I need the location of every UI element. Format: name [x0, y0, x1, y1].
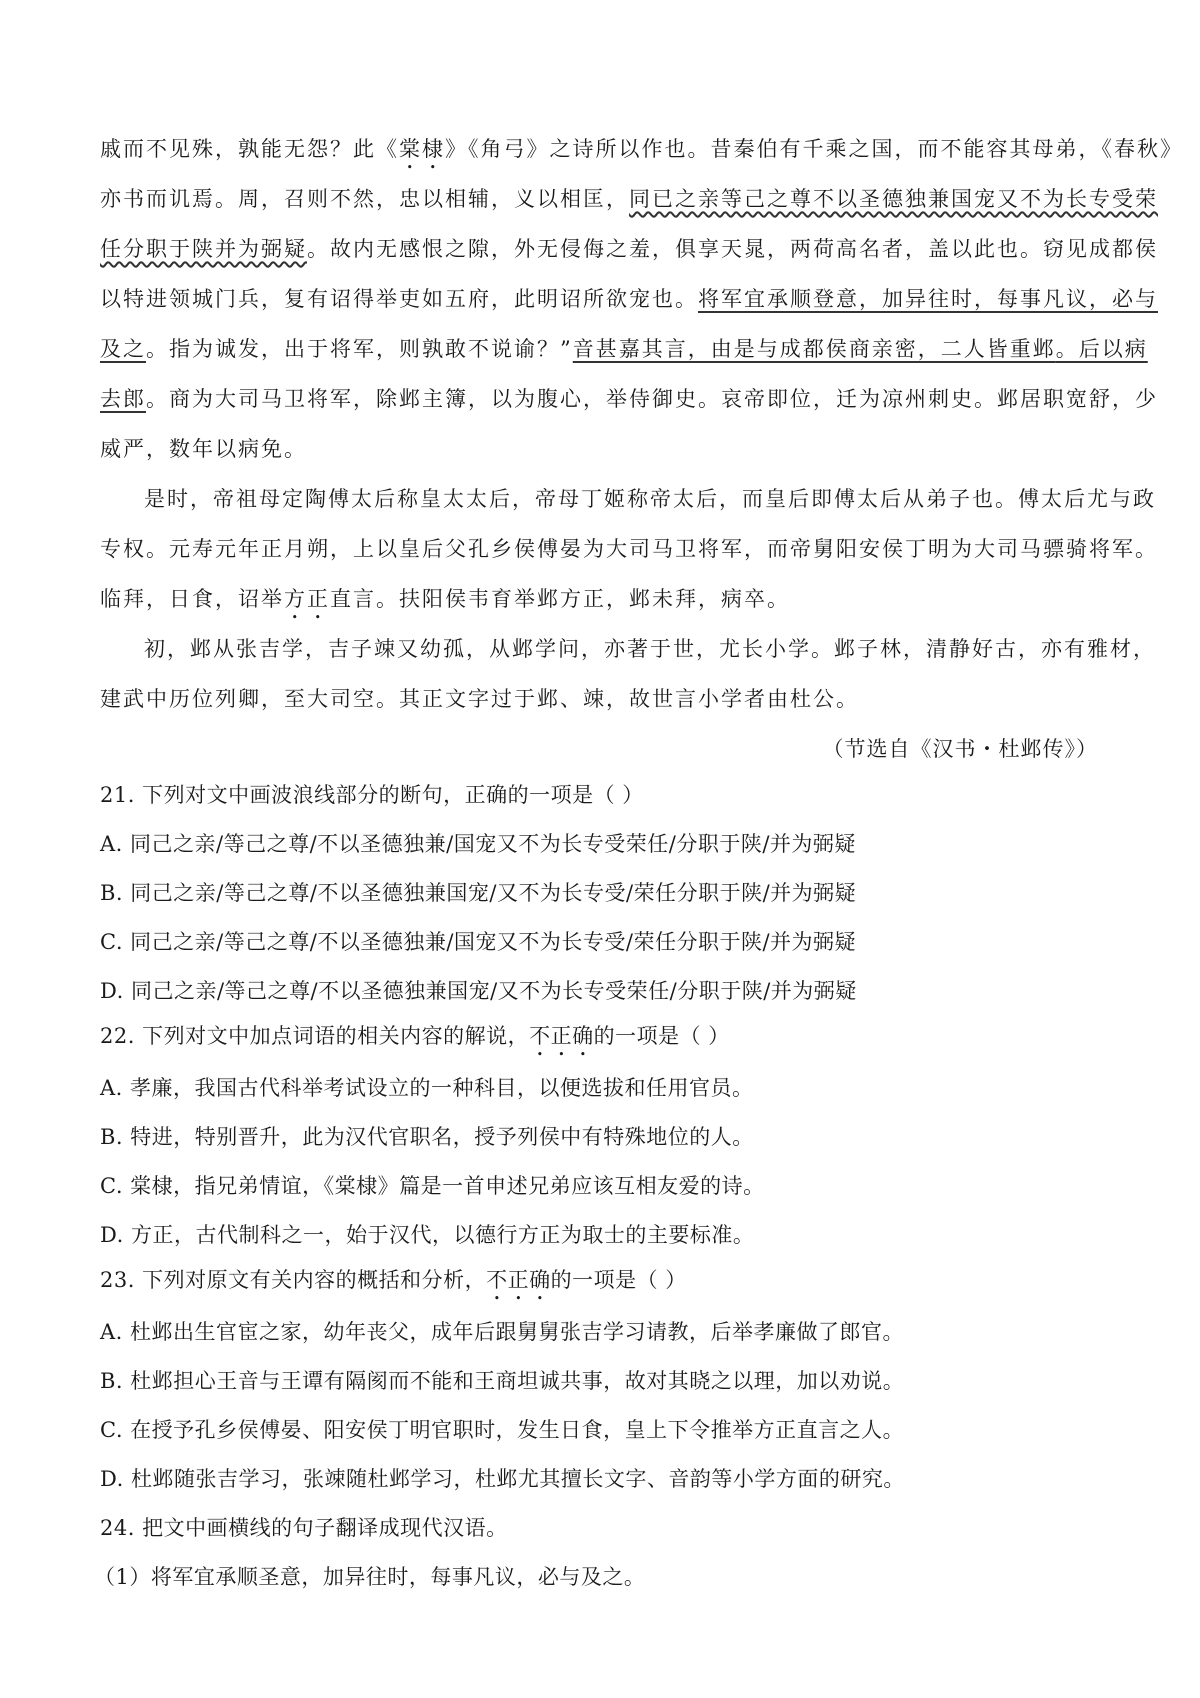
text: 。指为诚发，出于将军，则孰敢不说谕？”	[146, 337, 573, 361]
question-stem: 21. 下列对文中画波浪线部分的断句，正确的一项是（ ）	[100, 783, 644, 807]
text: 建武中历位列卿，至大司空。其正文字过于邺、竦，故世言小学者由杜公。	[100, 687, 859, 711]
option-c: C. 在授予孔乡侯傅晏、阳安侯丁明官职时，发生日食，皇上下令推举方正直言之人。	[100, 1418, 905, 1442]
text: 领城门兵，复有诏得举吏如五府，此明诏所欲宠也。	[169, 287, 698, 311]
option-a: A. 杜邺出生官宦之家，幼年丧父，成年后跟舅舅张吉学习请教，后举孝廉做了郎官。	[100, 1320, 905, 1344]
passage-line	[100, 534, 1158, 564]
passage-line	[100, 134, 1183, 174]
option-a: A. 孝廉，我国古代科举考试设立的一种科目，以便选拔和任用官员。	[100, 1076, 754, 1100]
option-c: C. 棠棣，指兄弟情谊，《棠棣》篇是一首申述兄弟应该互相友爱的诗。	[100, 1174, 765, 1198]
emphasized-term: 棠棣	[399, 137, 445, 161]
text: 以	[100, 287, 123, 311]
text: 临拜，日食，诏举	[100, 587, 284, 611]
text: 初，邺从张吉学，吉子竦又幼孤，从邺学问，亦著于世，尤长小学。邺子林，清静好古，亦有雅材，	[144, 637, 1156, 661]
emphasized-text: 不正确	[529, 1024, 594, 1048]
question-stem	[100, 1021, 730, 1061]
question-stem: 24. 把文中画横线的句子翻译成现代汉语。	[100, 1516, 508, 1540]
option-b: B. 同己之亲/等己之尊/不以圣德独兼国宠/又不为长专受/荣任分职于陕/并为弼疑	[100, 881, 857, 905]
text: 22. 下列对文中加点词语的相关内容的解说，	[100, 1024, 530, 1048]
passage-line	[100, 334, 1148, 364]
passage-line	[100, 184, 1158, 214]
option-c: C. 同己之亲/等己之尊/不以圣德独兼/国宠又不为长专受/荣任分职于陕/并为弼疑	[100, 930, 857, 954]
underlined-sentence: 去郎	[100, 387, 146, 411]
passage-line	[100, 384, 1158, 414]
underlined-sentence: 音甚嘉其言，由是与成都侯商亲密，二人皆重邺	[572, 337, 1056, 361]
source-citation: （节选自《汉书・杜邺传》）	[822, 737, 1098, 761]
underlined-sentence: 及之	[100, 337, 146, 361]
option-d: D. 方正，古代制科之一，始于汉代，以德行方正为取士的主要标准。	[100, 1223, 755, 1247]
wavy-underlined-text: 同已之亲等己之尊不以圣德独兼国宠又不为长专受荣	[629, 187, 1158, 211]
option-b: B. 特进，特别晋升，此为汉代官职名，授予列侯中有特殊地位的人。	[100, 1125, 754, 1149]
text: 。商为大司马卫将军，除邺主簿，以为腹心，举侍御史。哀帝即位，迁为凉州刺史。邺居职宽舒，少	[146, 387, 1158, 411]
text: 23. 下列对原文有关内容的概括和分析，	[100, 1268, 487, 1292]
passage-line	[144, 484, 1156, 514]
passage-line	[100, 234, 1158, 264]
option-d: D. 杜邺随张吉学习，张竦随杜邺学习，杜邺尤其擅长文字、音韵等小学方面的研究。	[100, 1467, 905, 1491]
text: 的一项是（ ）	[593, 1024, 730, 1048]
passage-line	[100, 684, 859, 714]
option-b: B. 杜邺担心王音与王谭有隔阂而不能和王商坦诚共事，故对其晓之以理，加以劝说。	[100, 1369, 905, 1393]
text: 是时，帝祖母定陶傅太后称皇太太后，帝母丁姬称帝太后，而皇后即傅太后从弟子也。傅太后尤与政	[144, 487, 1156, 511]
text: 特进	[123, 287, 169, 311]
sub-question: （1）将军宜承顺圣意，加异往时，每事凡议，必与及之。	[94, 1565, 646, 1589]
emphasized-text: 不正确	[486, 1268, 551, 1292]
passage-line	[100, 584, 790, 624]
text: 的一项是（ ）	[550, 1268, 687, 1292]
underlined-sentence: 。后以病	[1055, 337, 1148, 361]
text: 。故内无感恨之隙，外无侵侮之羞，俱享天晁，两荷高名者，盖以此也。窃见成都侯	[307, 237, 1158, 261]
underlined-sentence: 将军宜承顺登意，加异往时，每事凡议，必与	[698, 287, 1158, 311]
text: 》《角弓》之诗所以作也。昔秦伯有千乘之国，而不能容其母弟，《春秋》	[445, 137, 1183, 161]
passage-line	[100, 284, 1158, 314]
question-stem	[100, 1265, 687, 1305]
text: 威严，数年以病免。	[100, 437, 307, 461]
text: 专权。元寿元年正月朔，上以皇后父孔乡侯傅晏为大司马卫将军，而帝舅阳安侯丁明为大司马骠骑将军。	[100, 537, 1158, 561]
passage-line	[100, 434, 307, 464]
text: 戚而不见殊，孰能无怨？此《	[100, 137, 399, 161]
option-a: A. 同己之亲/等己之尊/不以圣德独兼/国宠又不为长专受荣任/分职于陕/并为弼疑	[100, 832, 856, 856]
text: 亦书而讥焉。周，召则不然，忠以相辅，义以相匡，	[100, 187, 629, 211]
emphasized-term: 方正	[284, 587, 330, 611]
wavy-underlined-text: 任分职于陕并为弼疑	[100, 237, 307, 261]
passage-line	[144, 634, 1156, 664]
text: 直言。扶阳侯韦育举邺方正，邺未拜，病卒。	[330, 587, 790, 611]
option-d: D. 同己之亲/等己之尊/不以圣德独兼国宠/又不为长专受荣任/分职于陕/并为弼疑	[100, 979, 857, 1003]
